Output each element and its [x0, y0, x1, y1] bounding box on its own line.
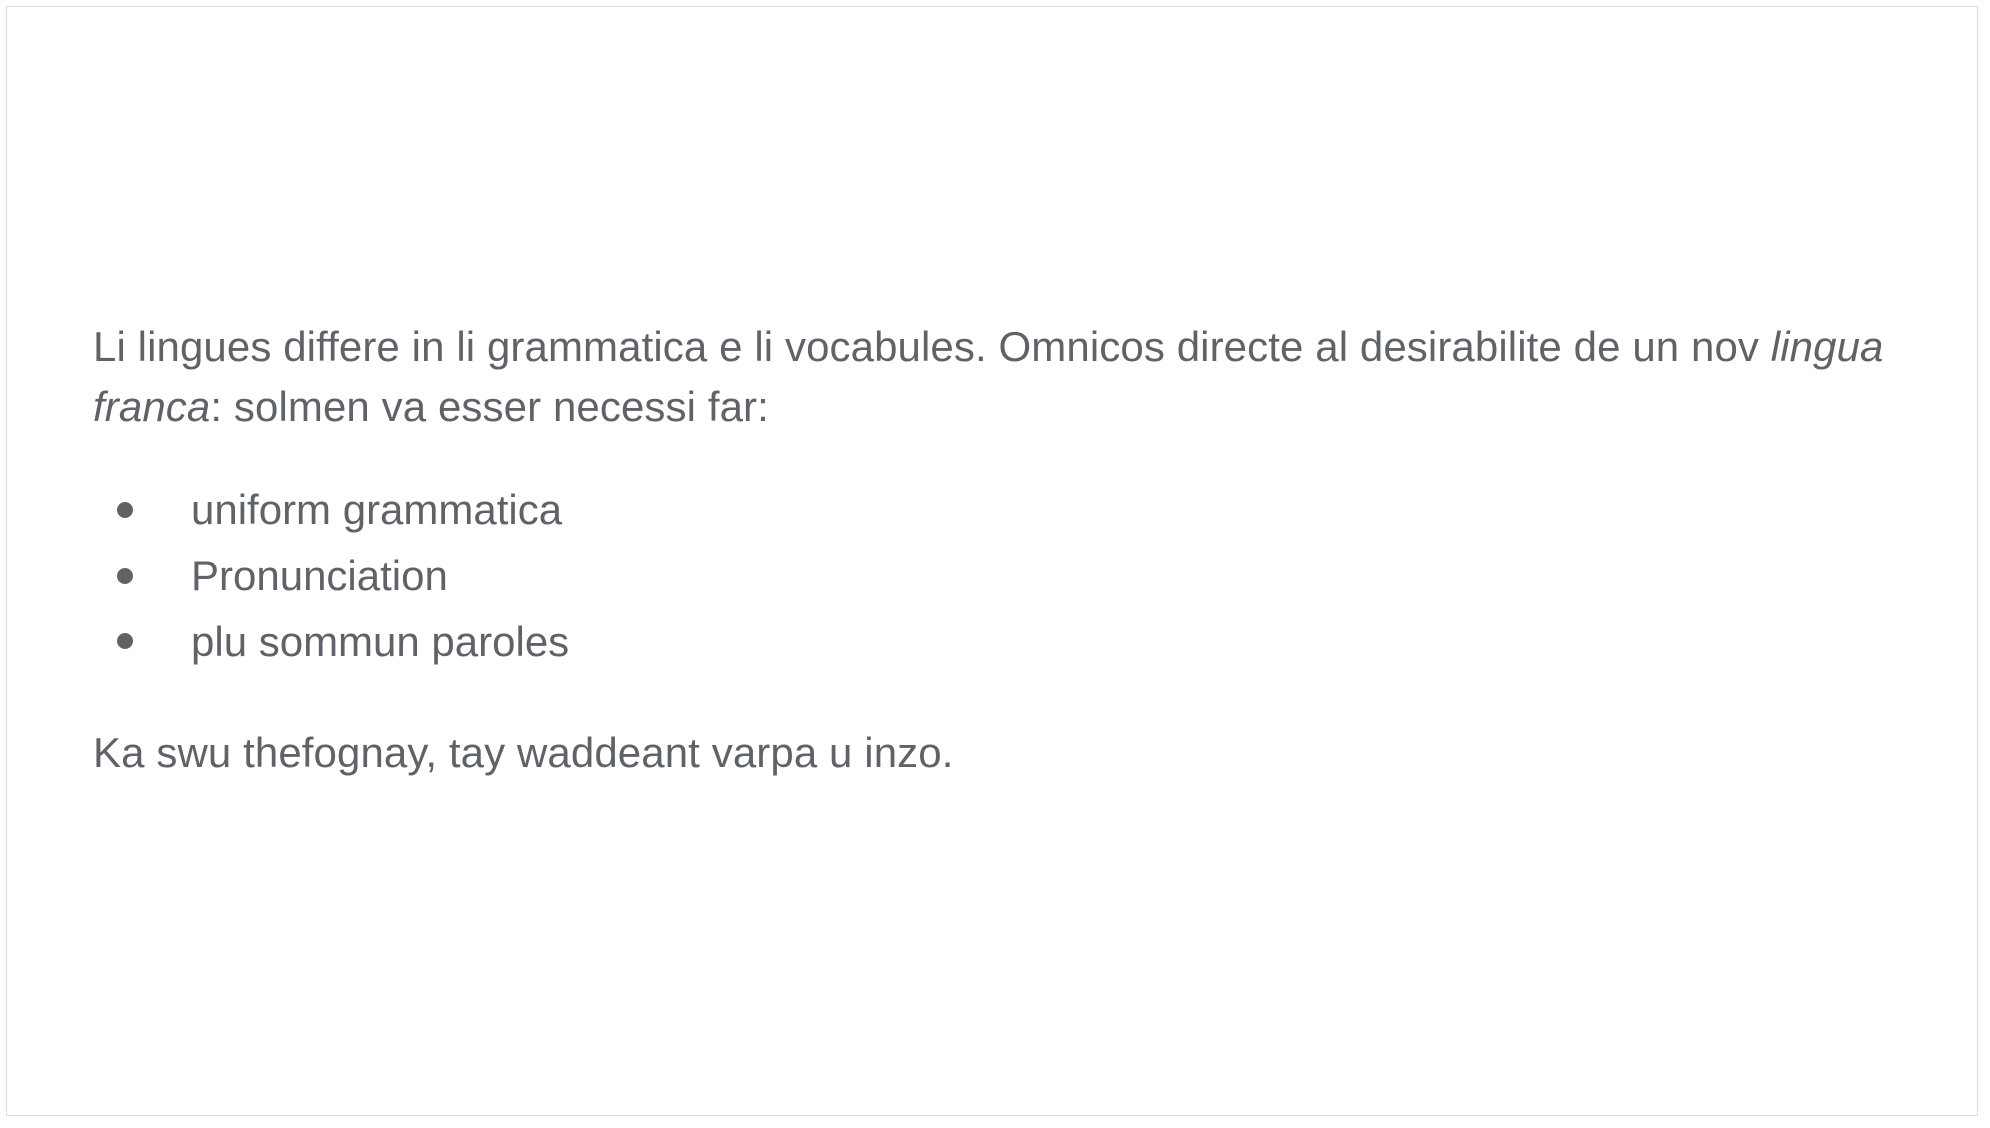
list-item-label: uniform grammatica [191, 486, 563, 534]
list-item-label: Pronunciation [191, 551, 448, 599]
intro-paragraph [93, 317, 1903, 436]
bullet-dot-icon [117, 633, 133, 649]
slide-body-content [93, 275, 1903, 825]
bullet-dot-icon [117, 502, 133, 518]
closing-paragraph: Ka swu thefognay, tay waddeant varpa u inzo. [93, 729, 954, 777]
bullet-dot-icon [117, 568, 133, 584]
intro-text-tail: : solmen va esser necessi far: [210, 382, 769, 430]
intro-text-emphasis: lingua franca [93, 323, 1884, 430]
list-item-label: plu sommun paroles [191, 617, 570, 665]
bullet-list [93, 480, 1903, 671]
intro-text-lead: Li lingues differe in li grammatica e li vocabules. Omnicos directe al desirabilite de un nov [93, 323, 1771, 370]
list-item [93, 480, 1903, 540]
slide-canvas [6, 6, 1978, 1116]
list-item [93, 546, 1903, 606]
list-item [93, 612, 1903, 672]
